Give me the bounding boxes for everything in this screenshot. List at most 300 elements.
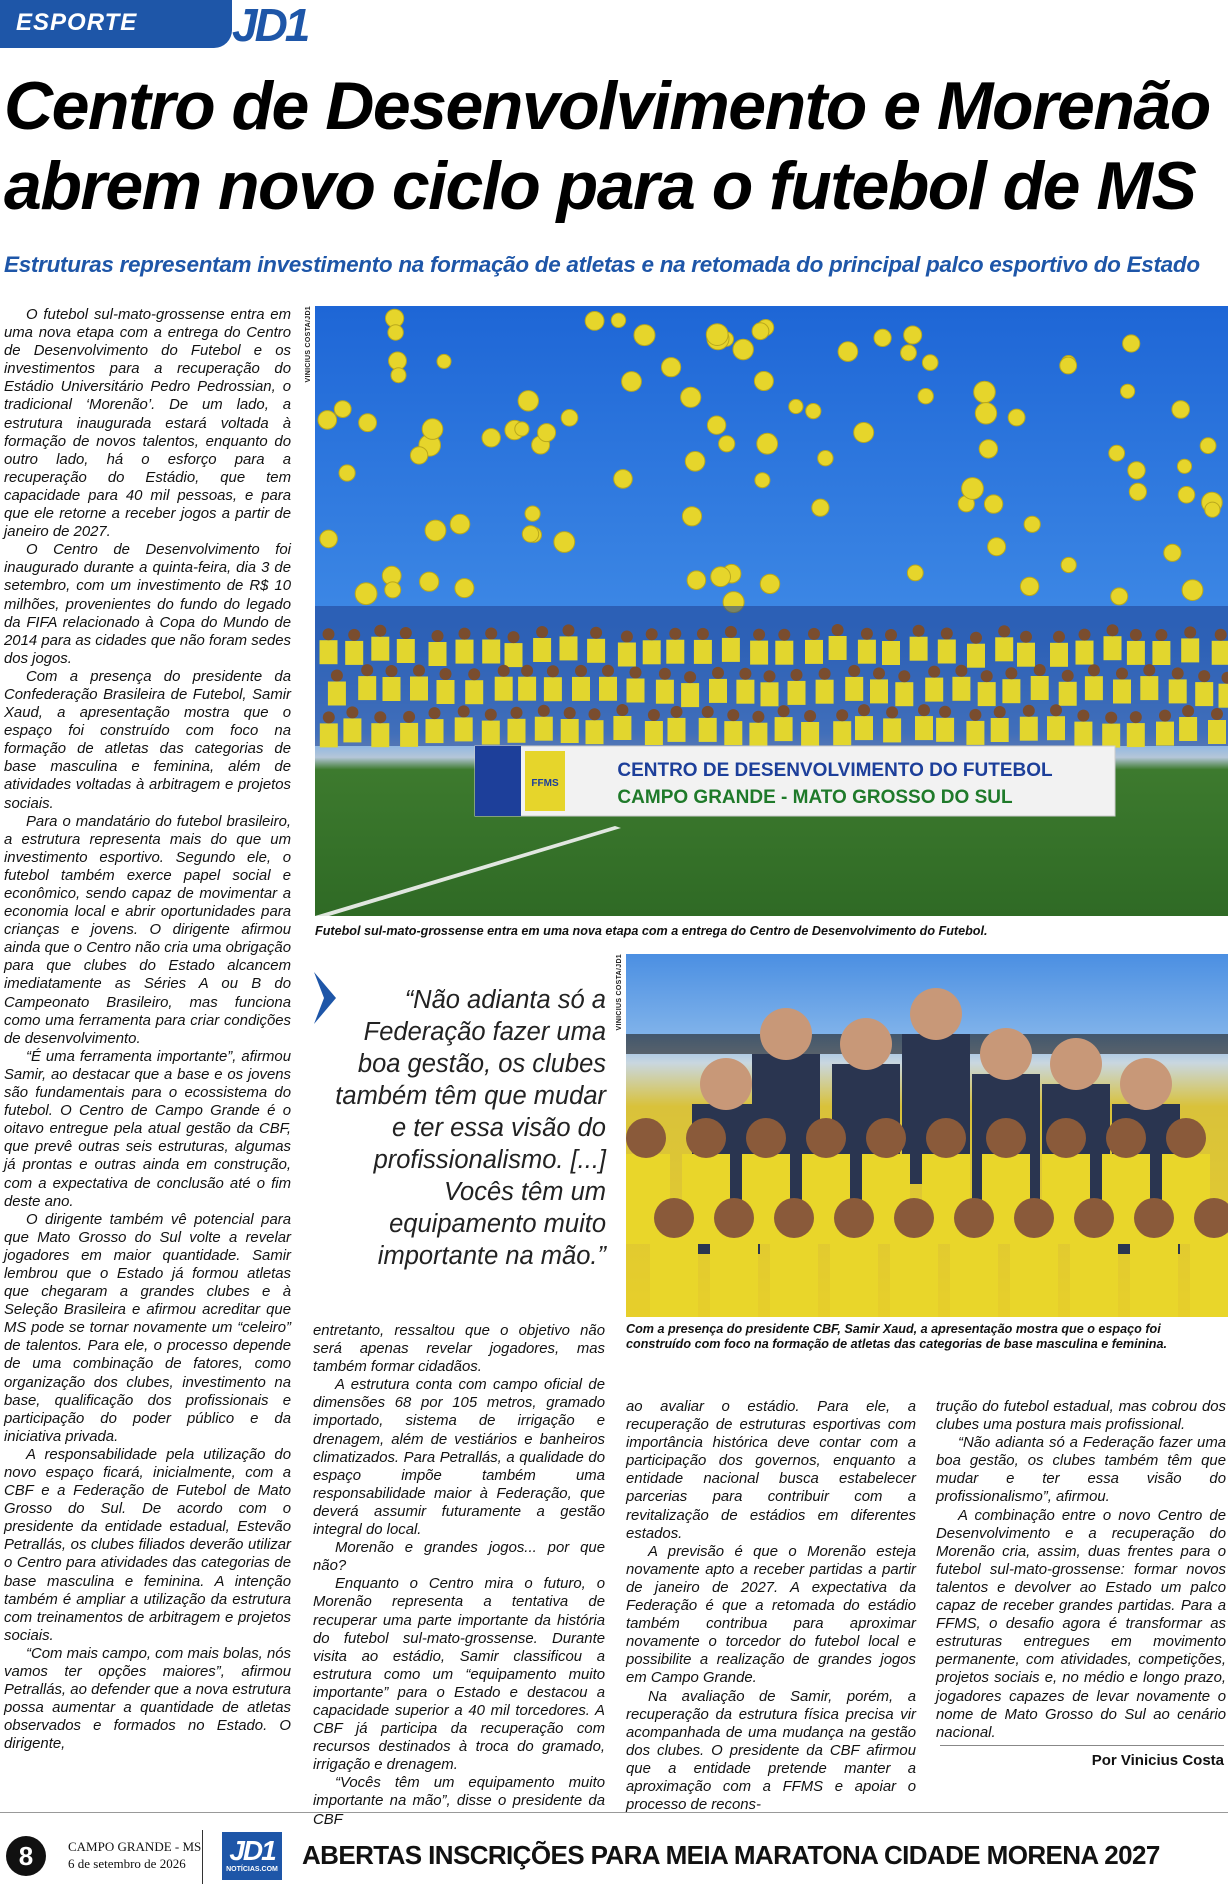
kid-shirt-shape [775,641,793,665]
kid-head-shape [485,709,497,721]
kid-head-shape [563,624,575,636]
jd1-logo: JD1 [232,0,308,51]
photo-officials-illustration [626,954,1228,1317]
kid-shirt-shape [328,682,346,706]
kid-shirt-shape [816,680,834,704]
ball-shape [974,381,996,403]
kid-head-shape [969,709,981,721]
kid-shirt-shape [456,640,474,664]
adult-head-shape [1050,1038,1102,1090]
kid-shirt-shape [978,682,996,706]
ball-shape [854,423,874,443]
kid-head-shape [1116,668,1128,680]
kid-head-shape [1105,712,1117,724]
ball-shape [812,499,829,516]
adult-head-shape [760,1008,812,1060]
kid-head-shape [508,631,520,643]
kid-head-shape [429,707,441,719]
kid-shirt-shape [1113,680,1131,704]
article-column-1 [4,306,291,1754]
ball-shape [922,355,938,371]
kid-head-shape [806,1118,846,1158]
kid-shirt-shape [936,718,954,742]
kid-shirt-shape [426,719,444,743]
ball-shape [422,419,443,440]
kid-head-shape [1106,1118,1146,1158]
kid-shirt-shape [1169,679,1187,703]
photo-caption-2: Com a presença do presidente CBF, Samir Xaud, a apresentação mostra que o espaço foi construído com foco na formação de atletas das categorias de base masculina e feminina. [626,1322,1168,1351]
kid-head-shape [1172,667,1184,679]
kid-shirt-shape [358,676,376,700]
kid-shirt-shape [788,681,806,705]
kid-head-shape [564,707,576,719]
kid-shirt-shape [722,638,740,662]
ball-shape [1123,335,1140,352]
kid-head-shape [403,711,415,723]
ball-shape [622,372,642,392]
kid-shirt-shape [882,641,900,665]
kid-shirt-shape [1031,676,1049,700]
paragraph: “É uma ferramenta importante”, afirmou Samir, ao destacar que a base e os jovens são fundamentais para o ecossistema do futebol. O Centro de Campo Grande é o oitavo entregue pela atual gestão da CBF, que prevê outras seis estruturas, algumas já prontas e outras ainda em construção, com a expectativa de conclusão até o fim deste ano. [4,1048,291,1210]
kid-shirt-shape [1140,676,1158,700]
ball-shape [437,354,451,368]
ball-shape [554,532,575,553]
kid-head-shape [819,668,831,680]
ball-shape [685,452,705,472]
kid-head-shape [440,668,452,680]
kid-head-shape [646,628,658,640]
kid-head-shape [725,626,737,638]
paragraph: O dirigente também vê potencial para que Mato Grosso do Sul volte a revelar jogadores em maior quantidade. Samir lembrou que o Estado já formou atletas que chegaram a grandes clubes e à Seleção Brasileira e afirmou acreditar que MS pode se tornar novamente um “celeiro” de talentos. Para ele, o processo depende de uma combinação de fatores, como organização dos clubes, investimento na base, qualificação dos profissionais e participação do poder público e da iniciativa privada. [4,1211,291,1445]
kid-head-shape [511,707,523,719]
kid-shirt-shape [991,718,1009,742]
kid-shirt-shape [749,723,767,747]
adult-head-shape [1120,1058,1172,1110]
kid-shirt-shape [400,723,418,747]
kid-shirt-shape [895,682,913,706]
kid-shirt-shape [694,640,712,664]
kid-head-shape [1166,1118,1206,1158]
paragraph: A previsão é que o Morenão esteja novamente apto a receber partidas a partir de janeiro de 2027. A expectativa da Federação é que a retomada do estádio também contribua para aproximar novamente o torcedor do futebol local e possibilite a realização de grandes jogos em Campo Grande. [626,1543,916,1687]
kid-head-shape [621,631,633,643]
kid-shirt-shape [518,677,536,701]
kid-head-shape [791,669,803,681]
ball-shape [682,507,701,526]
kid-head-shape [746,1118,786,1158]
kid-shirt-shape [801,722,819,746]
kid-head-shape [348,629,360,641]
ball-shape [755,473,770,488]
kid-head-shape [1077,710,1089,722]
kid-shirt-shape [775,717,793,741]
kid-shirt-shape [681,683,699,707]
adult-head-shape [840,1018,892,1070]
kid-shirt-shape [1181,638,1199,662]
kid-shirt-shape [967,644,985,668]
kid-shirt-shape [371,637,389,661]
ball-shape [318,411,337,430]
kid-head-shape [894,1198,934,1238]
kid-shirt-shape [455,717,473,741]
kid-head-shape [346,706,358,718]
kid-shirt-shape [915,716,933,740]
ball-shape [1060,357,1077,374]
page-number: 8 [6,1836,46,1876]
kid-head-shape [1050,704,1062,716]
ball-shape [611,313,625,327]
photo-caption-1: Futebol sul-mato-grossense entra em uma nova etapa com a entrega do Centro de Desenvolvimento do Futebol. [315,924,988,938]
ball-shape [1024,516,1040,532]
kid-shirt-shape [505,643,523,667]
kid-shirt-shape [482,721,500,745]
kid-shirt-shape [572,677,590,701]
ball-shape [388,325,403,340]
kid-shirt-shape [1074,722,1092,746]
ball-shape [838,342,858,362]
paragraph: entretanto, ressaltou que o objetivo não será apenas revelar jogadores, mas também formar cidadãos. [313,1323,605,1376]
kid-shirt-shape [599,677,617,701]
ball-shape [1172,401,1190,419]
kid-head-shape [1134,1198,1174,1238]
kid-head-shape [926,1118,966,1158]
kid-head-shape [1159,710,1171,722]
paragraph: Na avaliação de Samir, porém, a recuperação da estrutura física precisa vir acompanhada de uma mudança na gestão dos clubes. O presidente da CBF afirmou que a entidade pretende manter a aproximação com a FFMS e apoiar o processo de recons- [626,1688,916,1814]
ball-shape [450,514,470,534]
ball-shape [1121,384,1135,398]
kid-shirt-shape [618,643,636,667]
photo-officials-with-kids [626,954,1228,1317]
kid-head-shape [898,670,910,682]
kid-shirt-shape [890,1234,938,1317]
kid-head-shape [981,670,993,682]
kid-shirt-shape [560,636,578,660]
ball-shape [614,470,633,489]
kid-head-shape [432,630,444,642]
kid-shirt-shape [910,637,928,661]
kid-head-shape [1020,631,1032,643]
ball-shape [1109,445,1125,461]
ball-shape [979,440,997,458]
paragraph: “Não adianta só a Federação fazer uma boa gestão, os clubes também têm que mudar e ter essa visão do profissionalismo”, afirmou. [936,1435,1226,1506]
ball-shape [754,372,773,391]
kid-head-shape [536,626,548,638]
kid-shirt-shape [1017,643,1035,667]
kid-head-shape [374,711,386,723]
kid-head-shape [361,664,373,676]
ball-shape [975,403,996,424]
kid-shirt-shape [1047,716,1065,740]
kid-shirt-shape [761,682,779,706]
kid-head-shape [939,706,951,718]
ball-shape [538,424,556,442]
kid-head-shape [485,628,497,640]
kid-head-shape [1046,1118,1086,1158]
kid-shirt-shape [1102,724,1120,748]
kid-head-shape [858,704,870,716]
ball-shape [522,526,538,542]
article-column-2 [313,1322,605,1829]
ball-shape [760,574,779,593]
adult-head-shape [700,1058,752,1110]
banner-line-1: CENTRO DE DESENVOLVIMENTO DO FUTEBOL [617,760,1053,781]
kid-shirt-shape [805,640,823,664]
kid-head-shape [1023,705,1035,717]
kid-head-shape [323,711,335,723]
kid-head-shape [669,628,681,640]
paragraph: Enquanto o Centro mira o futuro, o Morenão representa a tentativa de recuperar uma parte importante da história do futebol sul-mato-grossense. Durante visita ao estádio, Samir classificou a estrutura como um “equipamento muito importante” para o Estado e destacou a capacidade superior a 40 mil torcedores. A CBF já participa da recuperação com recursos destinados à troca do gramado, irrigação e drenagem. [313,1576,605,1774]
kid-shirt-shape [770,1234,818,1317]
kid-head-shape [866,1118,906,1158]
paragraph: “Vocês têm um equipamento muito importante na mão”, disse o presidente da CBF [313,1775,605,1828]
kid-head-shape [702,706,714,718]
ball-shape [359,414,377,432]
kid-shirt-shape [586,720,604,744]
kid-head-shape [954,1198,994,1238]
kid-head-shape [804,710,816,722]
footer-divider [202,1830,203,1884]
kid-head-shape [654,1198,694,1238]
kid-shirt-shape [845,677,863,701]
paragraph: trução do futebol estadual, mas cobrou dos clubes uma postura mais profissional. [936,1399,1226,1434]
headline-line-2: abrem novo ciclo para o futebol de MS [4,148,1196,224]
ball-shape [389,352,407,370]
kid-head-shape [400,627,412,639]
kid-head-shape [955,665,967,677]
kid-shirt-shape [1070,1234,1118,1317]
paragraph: A combinação entre o novo Centro de Desenvolvimento e a recuperação do Morenão cria, assim, duas frentes para o futebol sul-mato-grossense: formar novos talentos e devolver ao Estado um palco capaz de receber grandes partidas. Para a FFMS, o desafio agora é transformar as estruturas entregues em movimento permanente, com atividades, competições, projetos sociais e, no médio e longo prazo, jogadores capazes de levar novamente o nome de Mato Grosso do Sul ao cenário nacional. [936,1507,1226,1741]
kid-shirt-shape [833,721,851,745]
ball-shape [320,530,338,548]
kid-head-shape [630,667,642,679]
kid-shirt-shape [643,640,661,664]
kid-shirt-shape [533,638,551,662]
ball-shape [962,478,984,500]
ball-shape [1205,502,1220,517]
ball-shape [1177,459,1191,473]
kid-shirt-shape [429,642,447,666]
byline-rule [940,1745,1224,1746]
kid-head-shape [538,705,550,717]
kid-head-shape [697,628,709,640]
paragraph: Para o mandatário do futebol brasileiro, a estrutura representa mais do que um investimento esportivo. Segundo ele, o futebol também exerce papel social e econômico, sendo capaz de movimentar a economia local e abrir oportunidades para crianças e jovens. O dirigente afirmou ainda que o Centro não cria uma obrigação para que clubes do Estado alcancem imediatamente as Séries A ou B do Campeonato Brasileiro, mas funciona como uma ferramenta para criar condições de desenvolvimento. [4,813,291,1047]
kid-head-shape [602,665,614,677]
kid-head-shape [727,709,739,721]
ball-shape [391,368,406,383]
kid-head-shape [1182,705,1194,717]
kid-shirt-shape [1050,643,1068,667]
ball-shape [733,339,753,359]
kid-shirt-shape [952,677,970,701]
paragraph: A responsabilidade pela utilização do novo espaço ficará, inicialmente, com a CBF e a Federação de Futebol de Mato Grosso do Sul. De acordo com o presidente da entidade estadual, Estevão Petrallás, os clubes filiados deverão utilizar o Centro para atividades das categorias de base masculina e feminina. A intenção também é ampliar a utilização da estrutura com treinamentos de arbitragem e projetos sociais. [4,1446,291,1644]
ball-shape [874,329,891,346]
kid-head-shape [941,628,953,640]
kid-head-shape [1143,664,1155,676]
kid-shirt-shape [938,640,956,664]
ball-shape [455,579,474,598]
ball-shape [687,571,706,590]
kid-shirt-shape [1059,682,1077,706]
kid-head-shape [1130,629,1142,641]
kid-head-shape [913,625,925,637]
kid-head-shape [1005,667,1017,679]
kid-shirt-shape [699,718,717,742]
kid-shirt-shape [508,719,526,743]
kid-head-shape [648,709,660,721]
kid-shirt-shape [1190,1234,1228,1317]
kid-shirt-shape [1219,684,1228,708]
ball-shape [518,391,538,411]
kid-head-shape [1034,664,1046,676]
ball-shape [425,520,446,541]
kid-head-shape [998,625,1010,637]
kid-head-shape [1211,708,1223,720]
kid-head-shape [1062,670,1074,682]
article-column-3 [626,1398,916,1814]
kid-head-shape [778,629,790,641]
kid-shirt-shape [1010,1234,1058,1317]
ball-shape [1061,557,1076,572]
ball-shape [1164,544,1181,561]
ball-shape [918,389,933,404]
kid-shirt-shape [437,680,455,704]
kid-head-shape [1079,629,1091,641]
kid-shirt-shape [1208,720,1226,744]
kid-shirt-shape [666,640,684,664]
kid-head-shape [468,668,480,680]
ball-shape [561,410,578,427]
kid-shirt-shape [320,723,338,747]
pull-quote: “Não adianta só a Federação fazer uma boa gestão, os clubes também têm que mudar e ter essa visão do profissionalismo. [...] Vocês têm um equipamento muito importante na mão.” [335,986,606,1270]
kid-shirt-shape [561,719,579,743]
ball-shape [1182,580,1203,601]
ball-shape [907,565,923,581]
kid-shirt-shape [1195,682,1213,706]
kid-shirt-shape [613,716,631,740]
kid-shirt-shape [925,678,943,702]
kid-head-shape [659,668,671,680]
kid-head-shape [686,1118,726,1158]
kid-shirt-shape [1076,641,1094,665]
kid-shirt-shape [1212,641,1228,665]
ball-shape [1200,438,1216,454]
footer-logo [222,1832,282,1880]
ball-shape [706,324,728,346]
footer-teaser[interactable]: ABERTAS INSCRIÇÕES PARA MEIA MARATONA CIDADE MORENA 2027 [302,1840,1160,1870]
ball-shape [420,572,439,591]
kid-head-shape [764,670,776,682]
ball-shape [1020,577,1038,595]
kid-head-shape [986,1118,1026,1158]
kid-head-shape [918,704,930,716]
footer-date: 6 de setembro de 2026 [68,1856,186,1871]
kid-head-shape [970,632,982,644]
footer-logo-text: JD1 [229,1835,275,1866]
kid-head-shape [1155,629,1167,641]
kid-head-shape [547,665,559,677]
kid-shirt-shape [1179,717,1197,741]
ball-shape [904,326,922,344]
kid-shirt-shape [397,639,415,663]
kid-shirt-shape [883,718,901,742]
paragraph: Com a presença do presidente da Confederação Brasileira de Futebol, Samir Xaud, a apresentação mostra que o espaço foi construído com foco na formação de atletas das categorias de base masculina e feminina, além de atividades voltadas à arbitragem e projetos sociais. [4,668,291,812]
kid-head-shape [714,1198,754,1238]
kid-head-shape [575,665,587,677]
kid-head-shape [873,667,885,679]
kid-shirt-shape [465,680,483,704]
kid-head-shape [671,706,683,718]
kid-shirt-shape [650,1234,698,1317]
kid-shirt-shape [587,639,605,663]
kid-shirt-shape [1002,679,1020,703]
kid-shirt-shape [1020,717,1038,741]
kid-head-shape [1014,1198,1054,1238]
kid-shirt-shape [750,641,768,665]
kid-head-shape [1053,631,1065,643]
kid-shirt-shape [627,679,645,703]
photo-credit-2: VINICIUS COSTA/JD1 [616,954,623,1031]
section-label: ESPORTE [16,9,138,36]
ball-shape [984,495,1002,513]
kid-head-shape [458,705,470,717]
photo-inauguration [315,306,1228,916]
adult-head-shape [980,1028,1032,1080]
photo-inauguration-illustration [315,306,1228,916]
kid-head-shape [521,665,533,677]
kid-head-shape [885,629,897,641]
kid-head-shape [1198,670,1210,682]
ball-shape [385,582,401,598]
kid-head-shape [994,706,1006,718]
ball-shape [662,358,681,377]
ball-shape [410,447,427,464]
ball-shape [752,323,769,340]
ball-shape [585,312,604,331]
kid-head-shape [386,665,398,677]
paragraph: “Com mais campo, com mais bolas, nós vamos ter opções maiores”, afirmou Petrallás, ao defender que a nova estrutura possa aumentar a quantidade de atletas observados e formados no Estado. O dirigente, [4,1645,291,1753]
kid-shirt-shape [535,717,553,741]
kid-shirt-shape [383,677,401,701]
kid-head-shape [834,1198,874,1238]
kid-shirt-shape [320,640,338,664]
byline: Por Vinicius Costa [1091,1752,1224,1769]
kid-shirt-shape [858,640,876,664]
kid-head-shape [374,625,386,637]
subheadline: Estruturas representam investimento na formação de atletas e na retomada do principal palco esportivo do Estado [4,252,1200,277]
kid-head-shape [1130,711,1142,723]
ball-shape [339,465,355,481]
ball-shape [1178,487,1195,504]
kid-head-shape [626,1118,666,1158]
kid-shirt-shape [668,718,686,742]
kid-head-shape [808,628,820,640]
banner-line-2: CAMPO GRANDE - MATO GROSSO DO SUL [617,787,1013,808]
footer-rule [0,1812,1228,1813]
kid-head-shape [861,628,873,640]
ball-shape [681,387,701,407]
ball-shape [757,433,778,454]
ball-shape [711,567,731,587]
kid-head-shape [1215,629,1227,641]
kid-shirt-shape [710,1234,758,1317]
kid-head-shape [928,666,940,678]
footer-city: CAMPO GRANDE - MS [68,1839,202,1854]
kid-shirt-shape [1127,723,1145,747]
kid-head-shape [1088,664,1100,676]
ball-shape [1008,409,1025,426]
kid-head-shape [778,705,790,717]
kid-shirt-shape [1130,1234,1178,1317]
ball-shape [482,429,500,447]
